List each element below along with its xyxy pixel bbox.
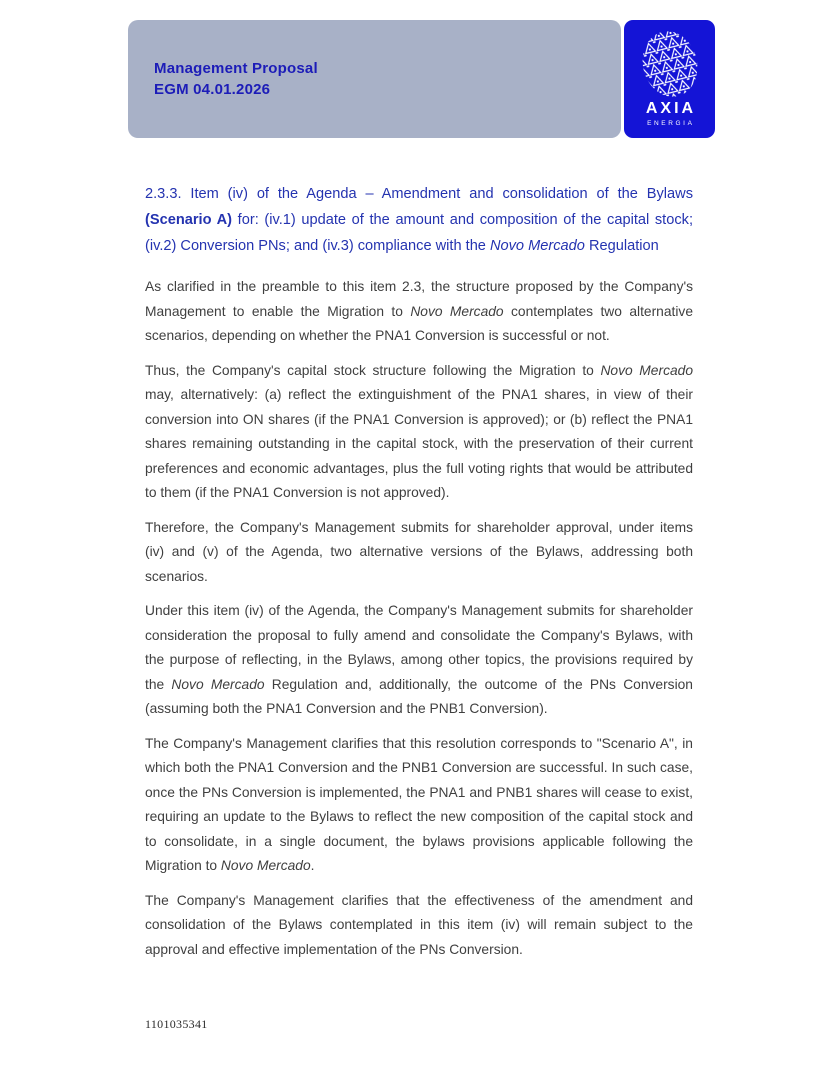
- brand-name: AXIA: [645, 100, 697, 117]
- paragraph-4: Under this item (iv) of the Agenda, the Company's Management submits for shareholder consideration the proposal to fully amend and consolidate the Company's Bylaws, with the purpose of reflecting, in the Bylaws, among other topics, the provisions required by the Novo Mercado Regulation and, additionally, the outcome of the PNs Conversion (assuming both the PNA1 Conversion and the PNB1 Conversion).: [145, 603, 693, 716]
- footer-doc-number: 1101035341: [145, 1017, 208, 1031]
- paragraph-6: The Company's Management clarifies that the effectiveness of the amendment and consolidation of the Bylaws contemplated in this item (iv) will remain subject to the approval and effective implementation of the PNs Conversion.: [145, 892, 693, 957]
- paragraph-2: Thus, the Company's capital stock structure following the Migration to Novo Mercado may, alternatively: (a) reflect the extinguishment of the PNA1 shares, in view of their conversion into ON shares (if the PNA1 Conversion is approved); or (b) reflect the PNA1 shares remaining outstanding in the capital stock, with the preservation of their current preferences and economic advantages, plus the full voting rights that would be attributed to them (if the PNA1 Conversion is not approved).: [145, 362, 693, 500]
- paragraph-3: Therefore, the Company's Management submits for shareholder approval, under items (iv) and (v) of the Agenda, two alternative versions of the Bylaws, addressing both scenarios.: [145, 519, 693, 584]
- header-title-block: [154, 58, 318, 100]
- axia-logo: [624, 20, 715, 138]
- header-banner: [128, 20, 621, 138]
- document-body: [145, 181, 693, 972]
- geodesic-sphere-icon: [636, 27, 704, 101]
- header-subtitle: EGM 04.01.2026: [154, 81, 271, 98]
- section-heading: 2.3.3. Item (iv) of the Agenda – Amendment and consolidation of the Bylaws (Scenario A) for: (iv.1) update of the amount and composition of the capital stock; (iv.2) Conversion PNs; and (iv.3) compliance with the Novo Mercado Regulation: [145, 186, 693, 254]
- paragraph-5: The Company's Management clarifies that this resolution corresponds to "Scenario A", in which both the PNA1 Conversion and the PNB1 Conversion are successful. In such case, once the PNs Conversion is implemented, the PNA1 and PNB1 shares will cease to exist, requiring an update to the Bylaws to reflect the new composition of the capital stock and to consolidate, in a single document, the bylaws provisions applicable following the Migration to Novo Mercado.: [145, 735, 693, 873]
- brand-subtitle: ENERGIA: [647, 120, 695, 127]
- paragraph-1: As clarified in the preamble to this item 2.3, the structure proposed by the Company's Management to enable the Migration to Novo Mercado contemplates two alternative scenarios, depending on whether the PNA1 Conversion is successful or not.: [145, 279, 693, 343]
- header-title: Management Proposal: [154, 60, 318, 77]
